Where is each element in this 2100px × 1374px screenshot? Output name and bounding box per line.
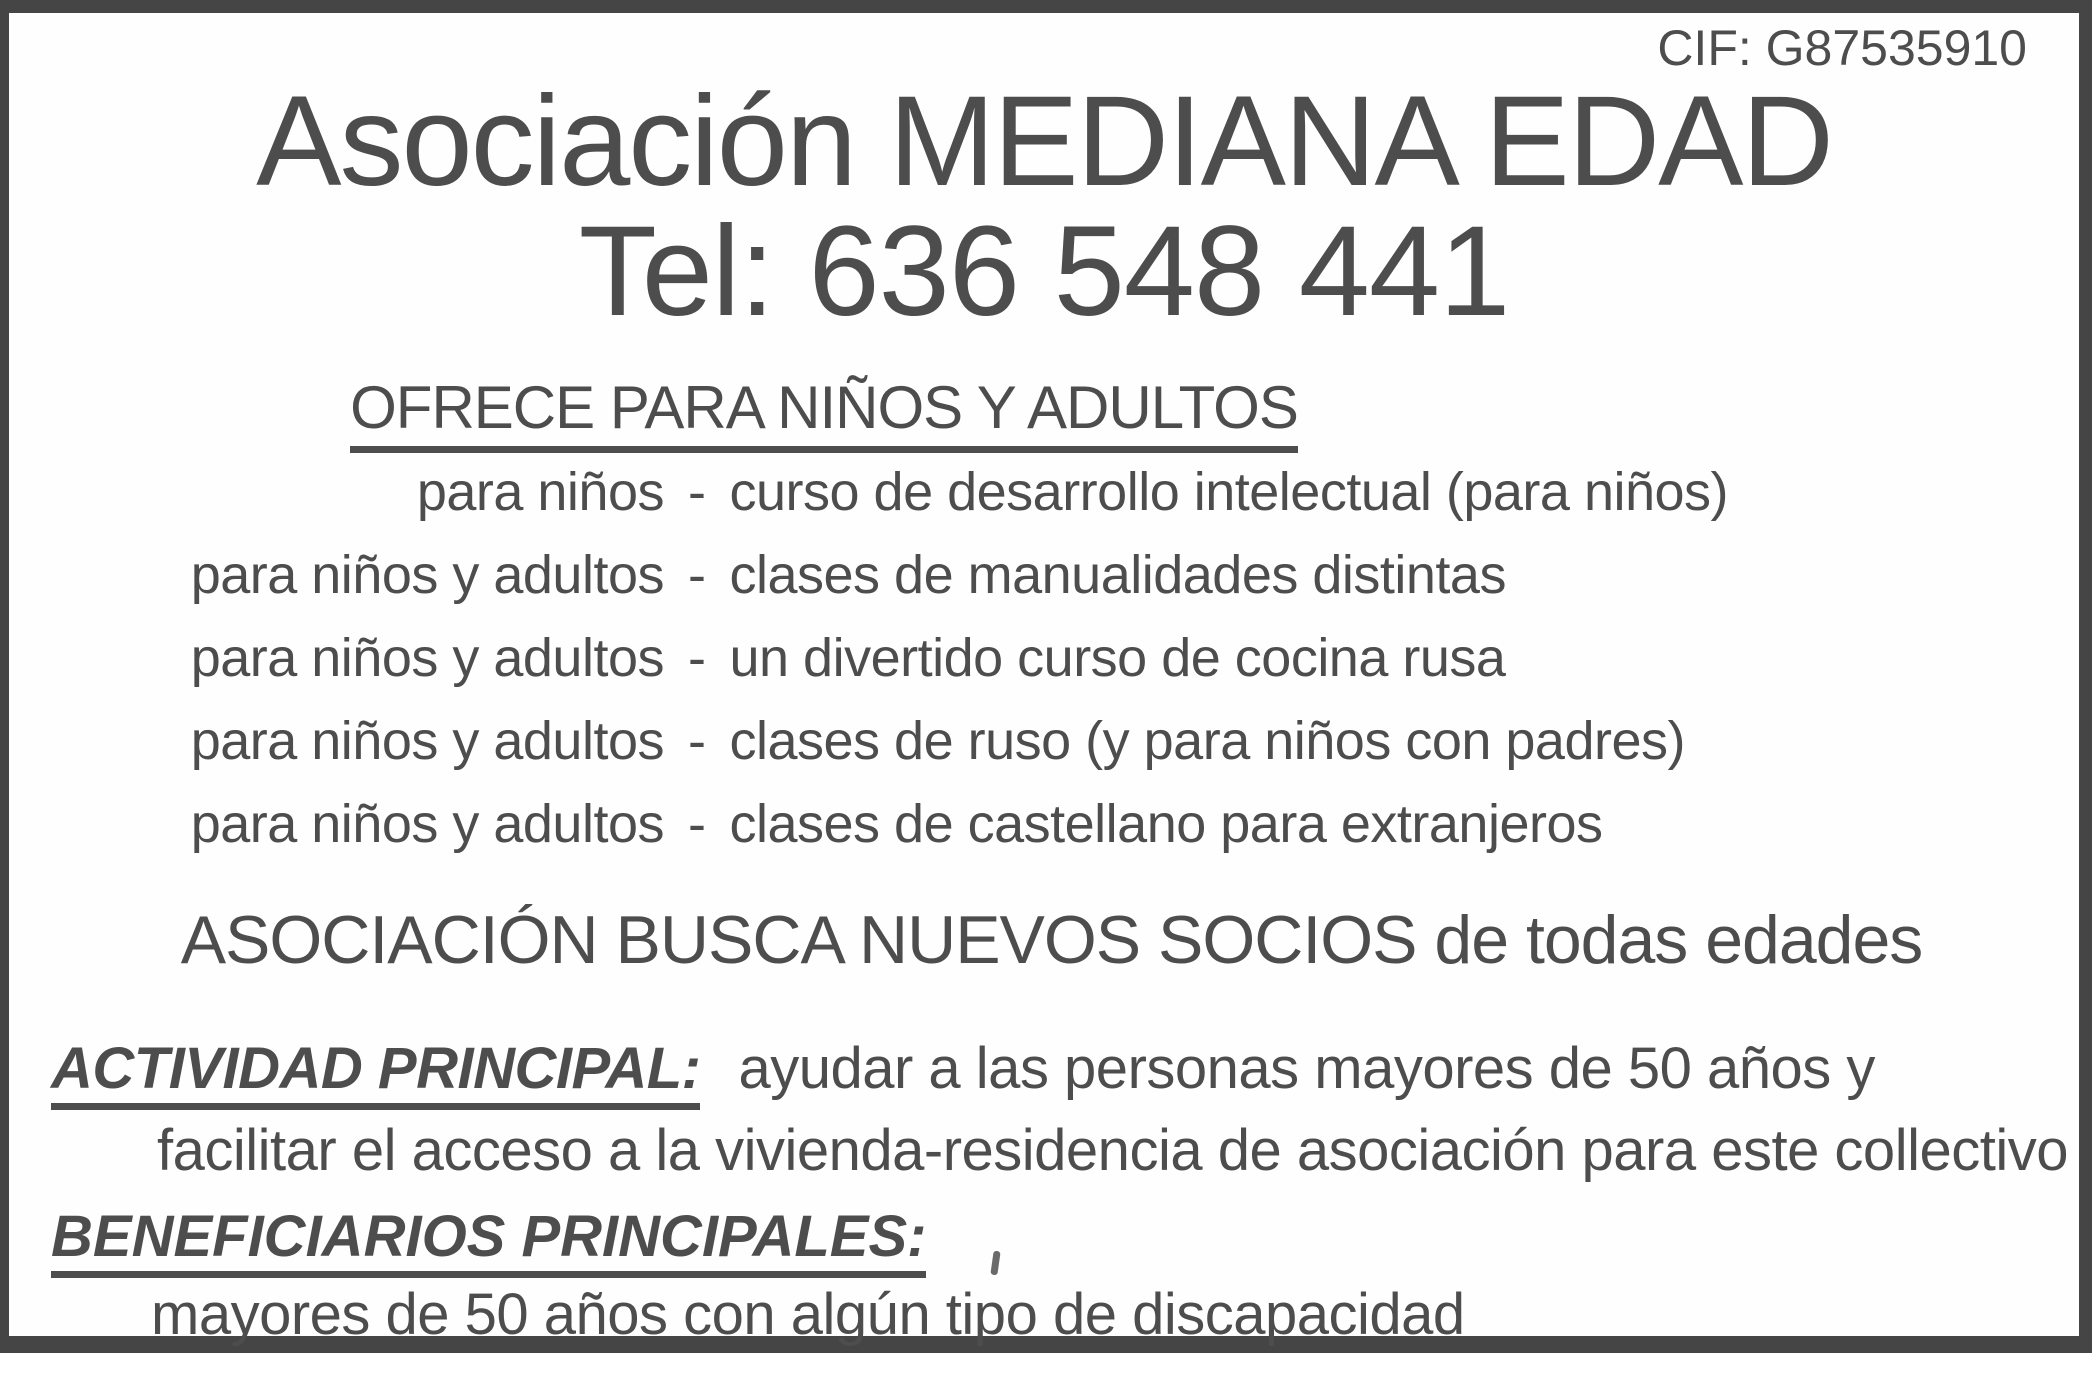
offer-list: [9, 461, 2100, 876]
offer-separator: -: [688, 794, 706, 854]
offer-row: [9, 627, 2100, 710]
offer-row: [9, 544, 2100, 627]
offer-separator: -: [688, 545, 706, 605]
offer-audience: para niños y adultos: [190, 628, 664, 688]
offer-audience: para niños: [416, 462, 664, 522]
phone-number: Tel: 636 548 441: [578, 200, 1510, 343]
offer-separator: -: [688, 462, 706, 522]
main-activity-text-line2: facilitar el acceso a la vivienda-residencia de asociación para este collectivo: [157, 1118, 2068, 1183]
offer-audience: para niños y adultos: [190, 545, 664, 605]
main-activity-label: ACTIVIDAD PRINCIPAL:: [51, 1036, 700, 1110]
offer-row: [9, 461, 2100, 544]
main-activity-text-line1: ayudar a las personas mayores de 50 años y: [738, 1036, 1875, 1101]
recruiting-line: ASOCIACIÓN BUSCA NUEVOS SOCIOS de todas edades: [180, 902, 1923, 978]
offer-audience: para niños y adultos: [190, 794, 664, 854]
offer-row: [9, 710, 2100, 793]
offer-separator: -: [688, 711, 706, 771]
offer-heading: OFRECE PARA NIÑOS Y ADULTOS: [350, 373, 1298, 453]
beneficiaries-row: [51, 1203, 926, 1270]
cif-number: CIF: G87535910: [1657, 20, 2027, 76]
offer-heading-wrap: [9, 373, 1639, 453]
association-title: Asociación MEDIANA EDAD: [256, 70, 1832, 213]
scan-artifact-mark: [990, 1251, 1000, 1276]
beneficiaries-text: mayores de 50 años con algún tipo de discapacidad: [151, 1282, 1465, 1347]
offer-activity: clases de manualidades distintas: [729, 545, 1506, 605]
offer-activity: clases de ruso (y para niños con padres): [729, 711, 1685, 771]
offer-separator: -: [688, 628, 706, 688]
offer-audience: para niños y adultos: [190, 711, 664, 771]
offer-activity: clases de castellano para extranjeros: [729, 794, 1603, 854]
beneficiaries-label: BENEFICIARIOS PRINCIPALES:: [51, 1204, 926, 1278]
main-activity-row: [51, 1035, 1875, 1102]
offer-row: [9, 793, 2100, 876]
offer-activity: curso de desarrollo intelectual (para niños): [729, 462, 1729, 522]
offer-activity: un divertido curso de cocina rusa: [729, 628, 1506, 688]
